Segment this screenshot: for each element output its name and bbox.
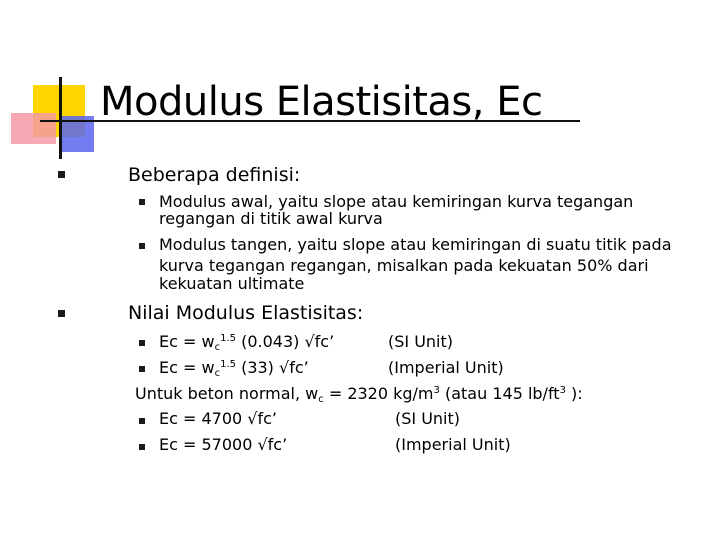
definition-2-line3: kekuatan ultimate [159,274,305,293]
title-vertical-rule [59,77,62,159]
definition-1-line1: Modulus awal, yaitu slope atau kemiringan kurva tegangan [159,192,634,211]
formula-imperial: $Ec = w_c^{1.5}$ (33) √fc’ [159,358,309,379]
logo-pink-square [11,113,56,144]
bullet-square [139,199,145,205]
formula-imperial-unit: (Imperial Unit) [388,358,504,377]
section2-heading: Nilai Modulus Elastisitas: [128,302,364,324]
formula-si: $Ec = w_c^{1.5}$ (0.043) √fc’ [159,332,335,353]
bullet-square [139,418,145,424]
section1-heading: Beberapa definisi: [128,164,301,186]
definition-2-line2: kurva tegangan regangan, misalkan pada kekuatan 50% dari [159,256,649,275]
formula-si-unit: (SI Unit) [388,332,454,351]
definition-2-line1: Modulus tangen, yaitu slope atau kemiringan di suatu titik pada [159,235,672,254]
definition-1-line2: regangan di titik awal kurva [159,209,383,228]
slide-title: Modulus Elastisitas, Ec [100,79,543,125]
normal-concrete-line: Untuk beton normal, $w_c = 2320$ $kg/m^3$ (atau 145 $lb/ft^3$ ): [135,384,583,405]
bullet-square [139,340,145,346]
normal-formula-si-unit: (SI Unit) [395,409,461,428]
bullet-square [139,366,145,372]
normal-formula-imperial-unit: (Imperial Unit) [395,435,511,454]
normal-formula-imperial: Ec = 57000 √fc’ [159,435,288,454]
bullet-square [139,243,145,249]
normal-formula-si: Ec = 4700 √fc’ [159,409,277,428]
bullet-square [58,171,65,178]
bullet-square [139,444,145,450]
bullet-square [58,310,65,317]
